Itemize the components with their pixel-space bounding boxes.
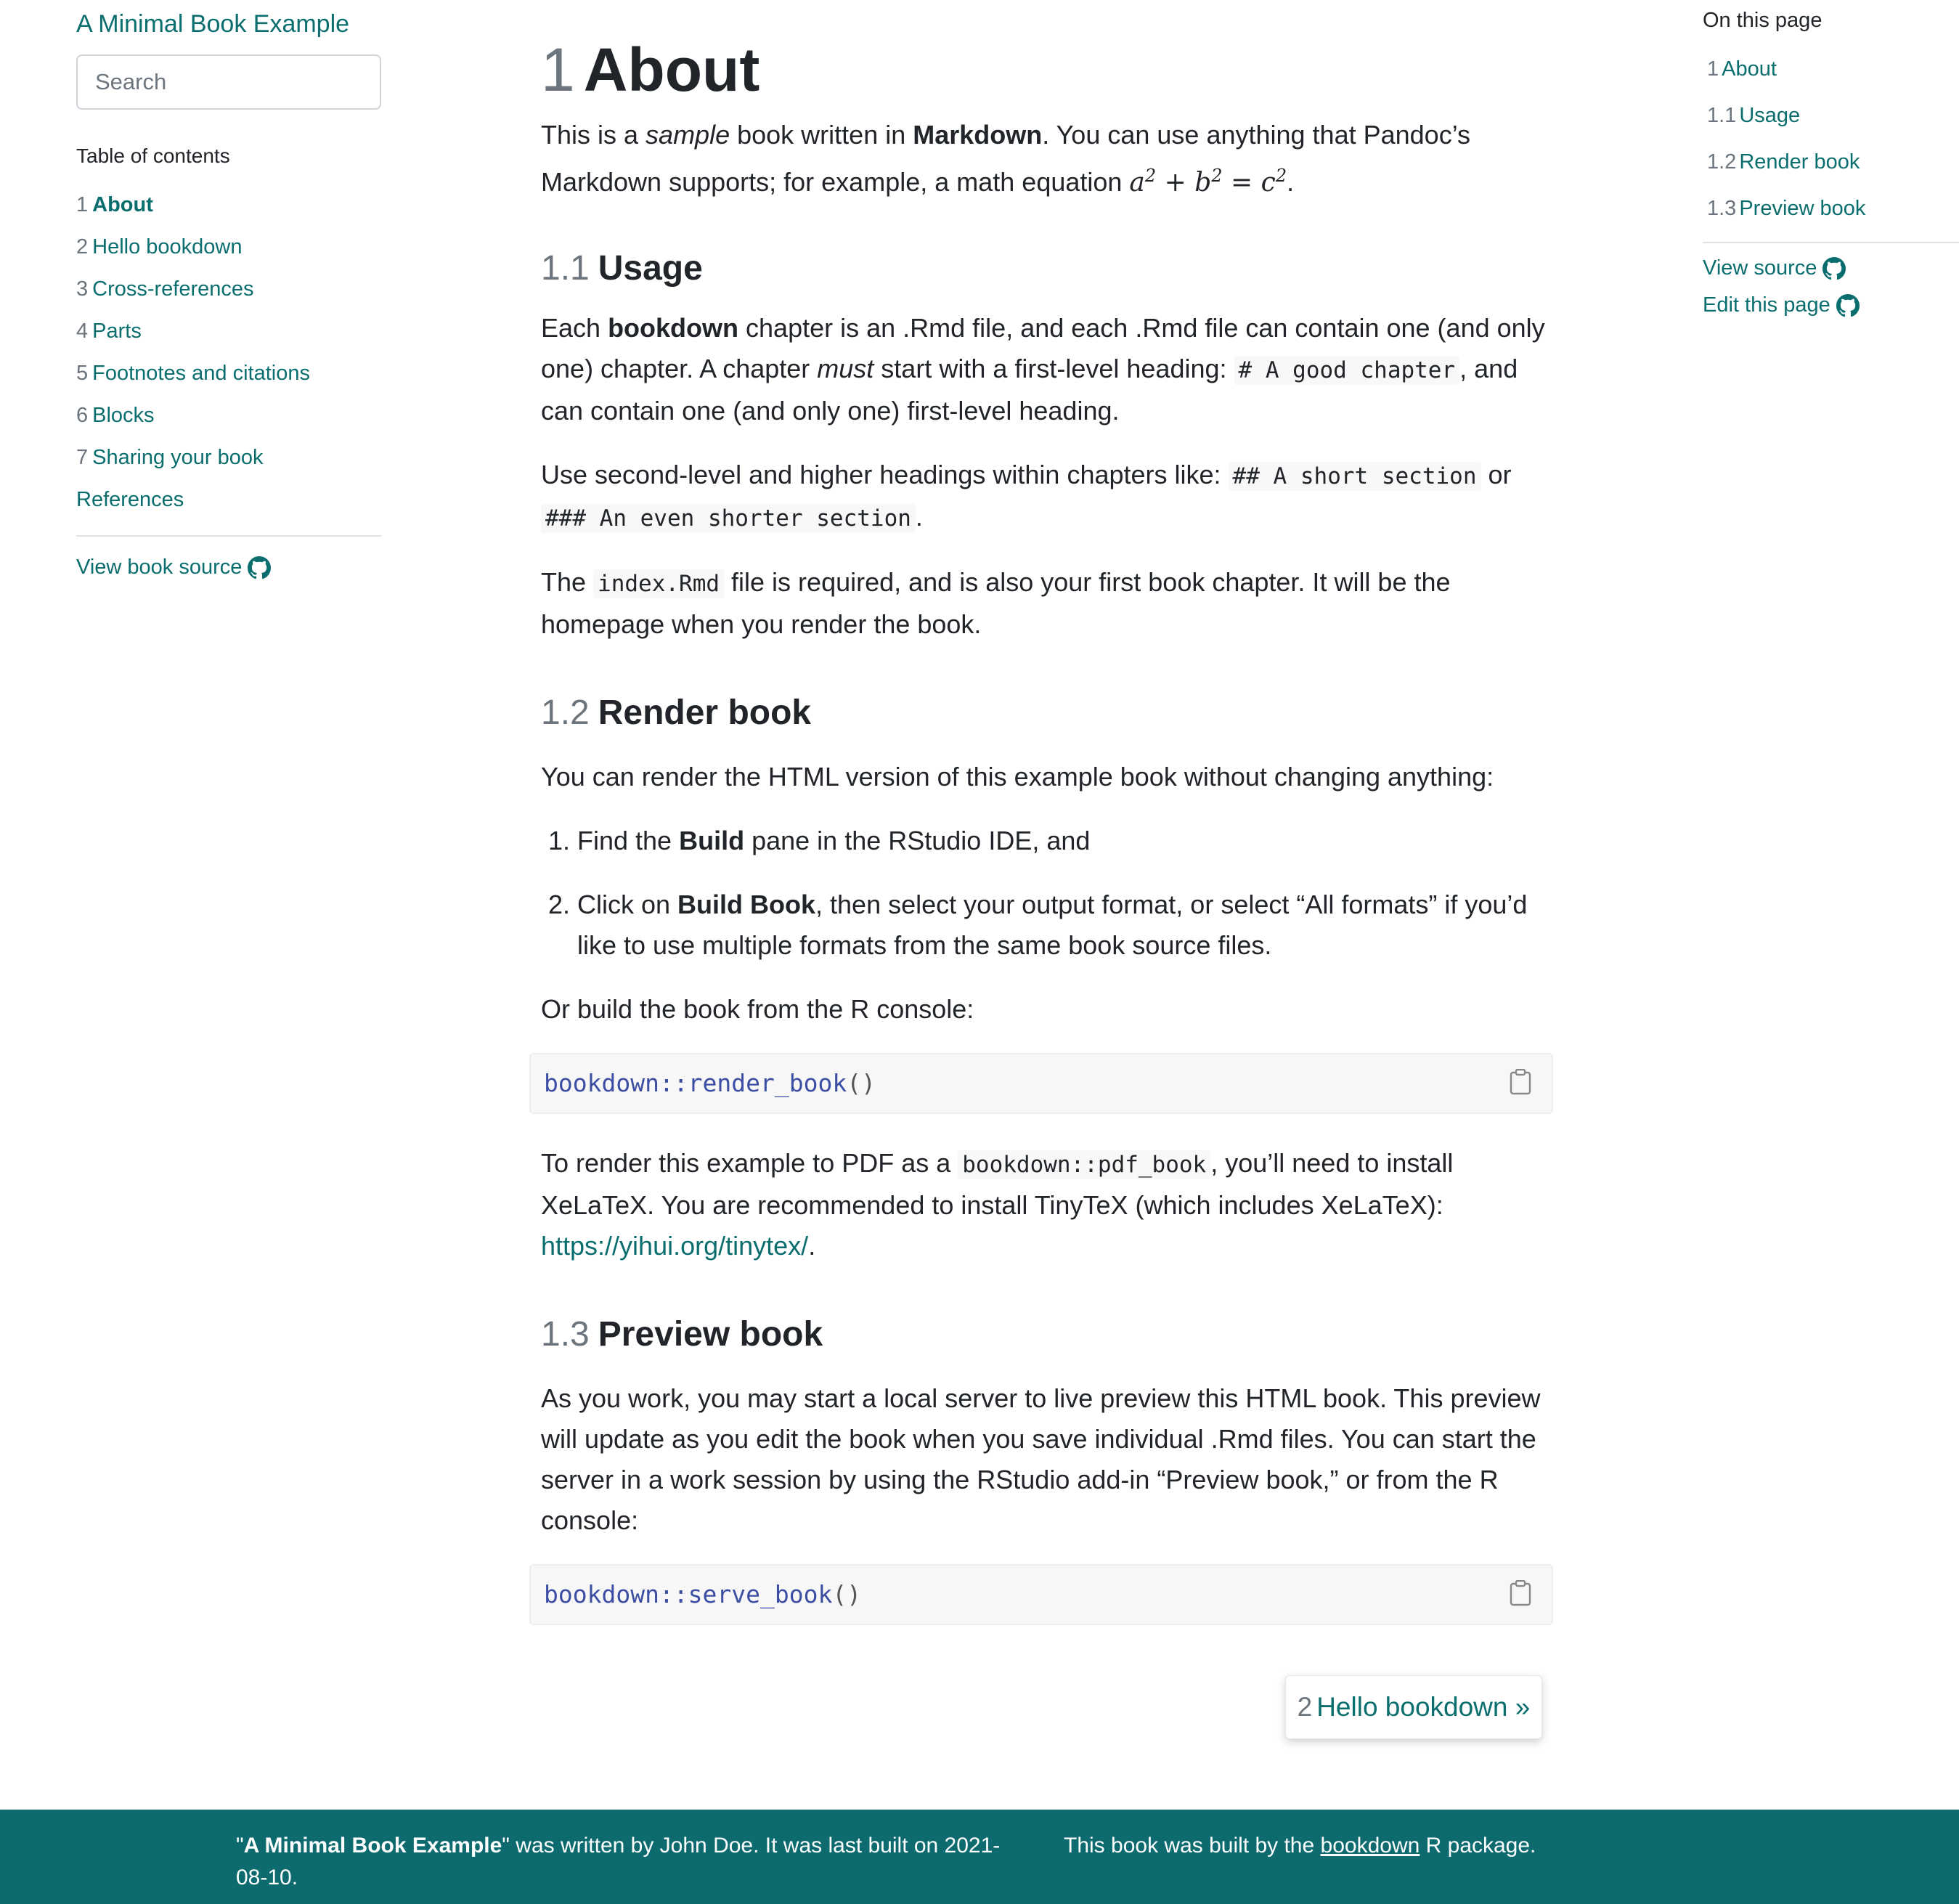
code-block-render-book[interactable]	[529, 1053, 1553, 1114]
toc-item-label[interactable]: Hello bookdown	[92, 235, 243, 259]
toc-item-label[interactable]: Parts	[92, 320, 142, 343]
text: This is a	[541, 120, 646, 150]
text: book written in	[730, 120, 913, 150]
text: , then select your output format, or select “All formats” if you’d like to use multiple formats from the same book source files.	[577, 890, 1528, 960]
chapter-number: 1	[541, 36, 575, 104]
inline-code: ### An even shorter section	[541, 504, 916, 533]
on-this-page-nav	[1703, 0, 1959, 317]
onpage-item-number: 1.1	[1707, 104, 1737, 127]
clipboard-copy-icon[interactable]	[1510, 1069, 1531, 1095]
onpage-item-preview-book[interactable]	[1703, 185, 1959, 232]
inline-code: bookdown::pdf_book	[958, 1150, 1210, 1179]
chapter-title: About	[583, 36, 760, 104]
text: file is required, and is also your first book chapter. It will be the homepage when you render the book.	[541, 567, 1451, 639]
section-heading-render-book	[541, 691, 1554, 735]
toc-item-number: 2	[76, 235, 89, 259]
section-title: Preview book	[598, 1315, 823, 1354]
text: Click on	[577, 890, 678, 919]
clipboard-copy-icon[interactable]	[1510, 1580, 1531, 1606]
code-function: bookdown::render_book	[544, 1069, 847, 1097]
onpage-item-usage[interactable]	[1703, 92, 1959, 139]
onpage-item-number: 1.2	[1707, 150, 1737, 174]
toc-item-label[interactable]: Sharing your book	[92, 446, 264, 469]
section-title: Usage	[598, 249, 703, 288]
text: Each	[541, 313, 608, 343]
emphasis: must	[817, 354, 874, 383]
tinytex-link[interactable]: https://yihui.org/tinytex/	[541, 1231, 809, 1261]
on-this-page-title: On this page	[1703, 9, 1822, 32]
toc-item-label[interactable]: References	[76, 488, 184, 511]
next-chapter-label: Hello bookdown	[1316, 1692, 1508, 1722]
toc-item-sharing[interactable]	[76, 436, 381, 479]
text: Use second-level and higher headings within chapters like:	[541, 460, 1229, 489]
onpage-item-label[interactable]: About	[1722, 57, 1777, 81]
render-paragraph-1: You can render the HTML version of this example book without changing anything:	[541, 762, 1494, 792]
text: start with a first-level heading:	[873, 354, 1234, 383]
code-parens: ()	[832, 1580, 862, 1608]
toc-item-parts[interactable]	[76, 310, 381, 352]
usage-paragraph-3	[541, 562, 1554, 645]
toc-list	[76, 184, 381, 521]
onpage-item-render-book[interactable]	[1703, 139, 1959, 185]
section-title: Render book	[598, 693, 812, 732]
next-arrow-icon: »	[1515, 1692, 1531, 1722]
text: To render this example to PDF as a	[541, 1148, 958, 1178]
footer-built-by	[1064, 1830, 1536, 1862]
bookdown-link[interactable]: bookdown	[1320, 1834, 1420, 1858]
bold-text: Build Book	[677, 890, 816, 919]
view-source-link[interactable]	[1703, 256, 1846, 280]
text: , you’ll need to install XeLaTeX. You are recommended to install TinyTeX (which includes XeLaTeX):	[541, 1148, 1454, 1220]
view-source-label: View source	[1703, 256, 1817, 280]
section-number: 1.2	[541, 693, 590, 732]
toc-item-about[interactable]	[76, 184, 381, 226]
left-sidebar	[76, 0, 381, 579]
github-icon	[1822, 257, 1846, 280]
code-block-serve-book[interactable]	[529, 1564, 1553, 1625]
toc-item-number: 1	[76, 193, 89, 216]
onpage-divider	[1703, 242, 1959, 243]
text: was written by John Doe. It was last built on 2021-08-10.	[236, 1834, 1001, 1889]
usage-paragraph-2	[541, 455, 1554, 539]
text: Find the	[577, 826, 680, 855]
toc-heading: Table of contents	[76, 145, 230, 167]
search-input[interactable]	[76, 54, 381, 110]
edit-page-label: Edit this page	[1703, 293, 1830, 317]
inline-code: index.Rmd	[593, 569, 724, 598]
github-icon	[248, 556, 271, 579]
toc-item-label[interactable]: Footnotes and citations	[92, 362, 310, 385]
text: or	[1481, 460, 1512, 489]
text: "	[502, 1834, 510, 1858]
section-number: 1.1	[541, 249, 590, 288]
toc-item-number: 6	[76, 404, 89, 427]
text: "	[236, 1834, 244, 1858]
toc-item-number: 5	[76, 362, 89, 385]
onpage-item-number: 1.3	[1707, 197, 1737, 220]
emphasis: sample	[645, 120, 730, 150]
code-parens: ()	[847, 1069, 876, 1097]
toc-item-number: 4	[76, 320, 89, 343]
code-function: bookdown::serve_book	[544, 1580, 833, 1608]
sidebar-divider	[76, 535, 381, 537]
list-item	[577, 821, 1554, 861]
text: This book was built by the	[1064, 1834, 1321, 1858]
text: .	[915, 502, 923, 532]
toc-item-label[interactable]: Blocks	[92, 404, 155, 427]
onpage-item-number: 1	[1707, 57, 1719, 81]
preview-paragraph-1: As you work, you may start a local server to live preview this HTML book. This preview will update as you edit the book when you save individual .Rmd files. You can start the server in a work session by using the RStudio add-in “Preview book,” or from the R console:	[541, 1383, 1541, 1535]
text: The	[541, 567, 594, 597]
text: . You can use anything that Pandoc’s Markdown supports; for example, a math equation	[541, 120, 1471, 197]
render-paragraph-2: Or build the book from the R console:	[541, 994, 974, 1024]
next-chapter-button[interactable]	[1285, 1675, 1542, 1739]
toc-item-hello-bookdown[interactable]	[76, 226, 381, 268]
footer-credits	[236, 1830, 1006, 1894]
inline-code: ## A short section	[1229, 462, 1481, 491]
render-paragraph-3	[541, 1143, 1554, 1266]
view-book-source-label: View book source	[76, 556, 243, 579]
toc-item-references[interactable]	[76, 479, 381, 521]
on-this-page-list	[1703, 46, 1959, 232]
bold-text: bookdown	[608, 313, 739, 343]
toc-item-cross-references[interactable]	[76, 268, 381, 310]
render-steps-list	[541, 821, 1554, 966]
usage-paragraph-1	[541, 308, 1554, 431]
footer-book-title: A Minimal Book Example	[243, 1834, 502, 1858]
github-icon	[1836, 294, 1860, 317]
toc-item-label[interactable]: About	[92, 193, 153, 216]
onpage-item-label[interactable]: Usage	[1739, 104, 1801, 127]
toc-item-footnotes[interactable]	[76, 352, 381, 394]
text: chapter is an .Rmd file, and each .Rmd file can contain one (and only one) chapter. A chapter	[541, 313, 1545, 383]
math-equation: $a^2 + b^2 = c^2$	[1129, 166, 1287, 198]
bold-text: Build	[679, 826, 745, 855]
bold-text: Markdown	[913, 120, 1043, 150]
page-title	[541, 33, 1554, 106]
text: pane in the RStudio IDE, and	[744, 826, 1091, 855]
next-chapter-number: 2	[1297, 1692, 1313, 1722]
text: , and can contain one (and only one) first-level heading.	[541, 354, 1518, 426]
toc-item-blocks[interactable]	[76, 394, 381, 436]
text: .	[808, 1231, 816, 1261]
page-footer	[0, 1810, 1959, 1904]
intro-paragraph	[541, 115, 1554, 203]
text: .	[1287, 167, 1295, 197]
toc-item-number: 3	[76, 277, 89, 301]
inline-code: # A good chapter	[1234, 356, 1460, 385]
text: R package.	[1420, 1834, 1536, 1858]
edit-page-link[interactable]	[1703, 293, 1860, 317]
view-book-source-link[interactable]	[76, 556, 271, 579]
toc-item-label[interactable]: Cross-references	[92, 277, 254, 301]
toc-item-number: 7	[76, 446, 89, 469]
onpage-item-about[interactable]	[1703, 46, 1959, 92]
book-title-link[interactable]: A Minimal Book Example	[76, 10, 350, 38]
section-heading-usage	[541, 247, 1554, 290]
onpage-item-label[interactable]: Preview book	[1739, 197, 1866, 220]
main-content	[541, 0, 1554, 1654]
onpage-item-label[interactable]: Render book	[1739, 150, 1860, 174]
section-number: 1.3	[541, 1315, 590, 1354]
section-heading-preview-book	[541, 1313, 1554, 1356]
list-item	[577, 884, 1554, 966]
